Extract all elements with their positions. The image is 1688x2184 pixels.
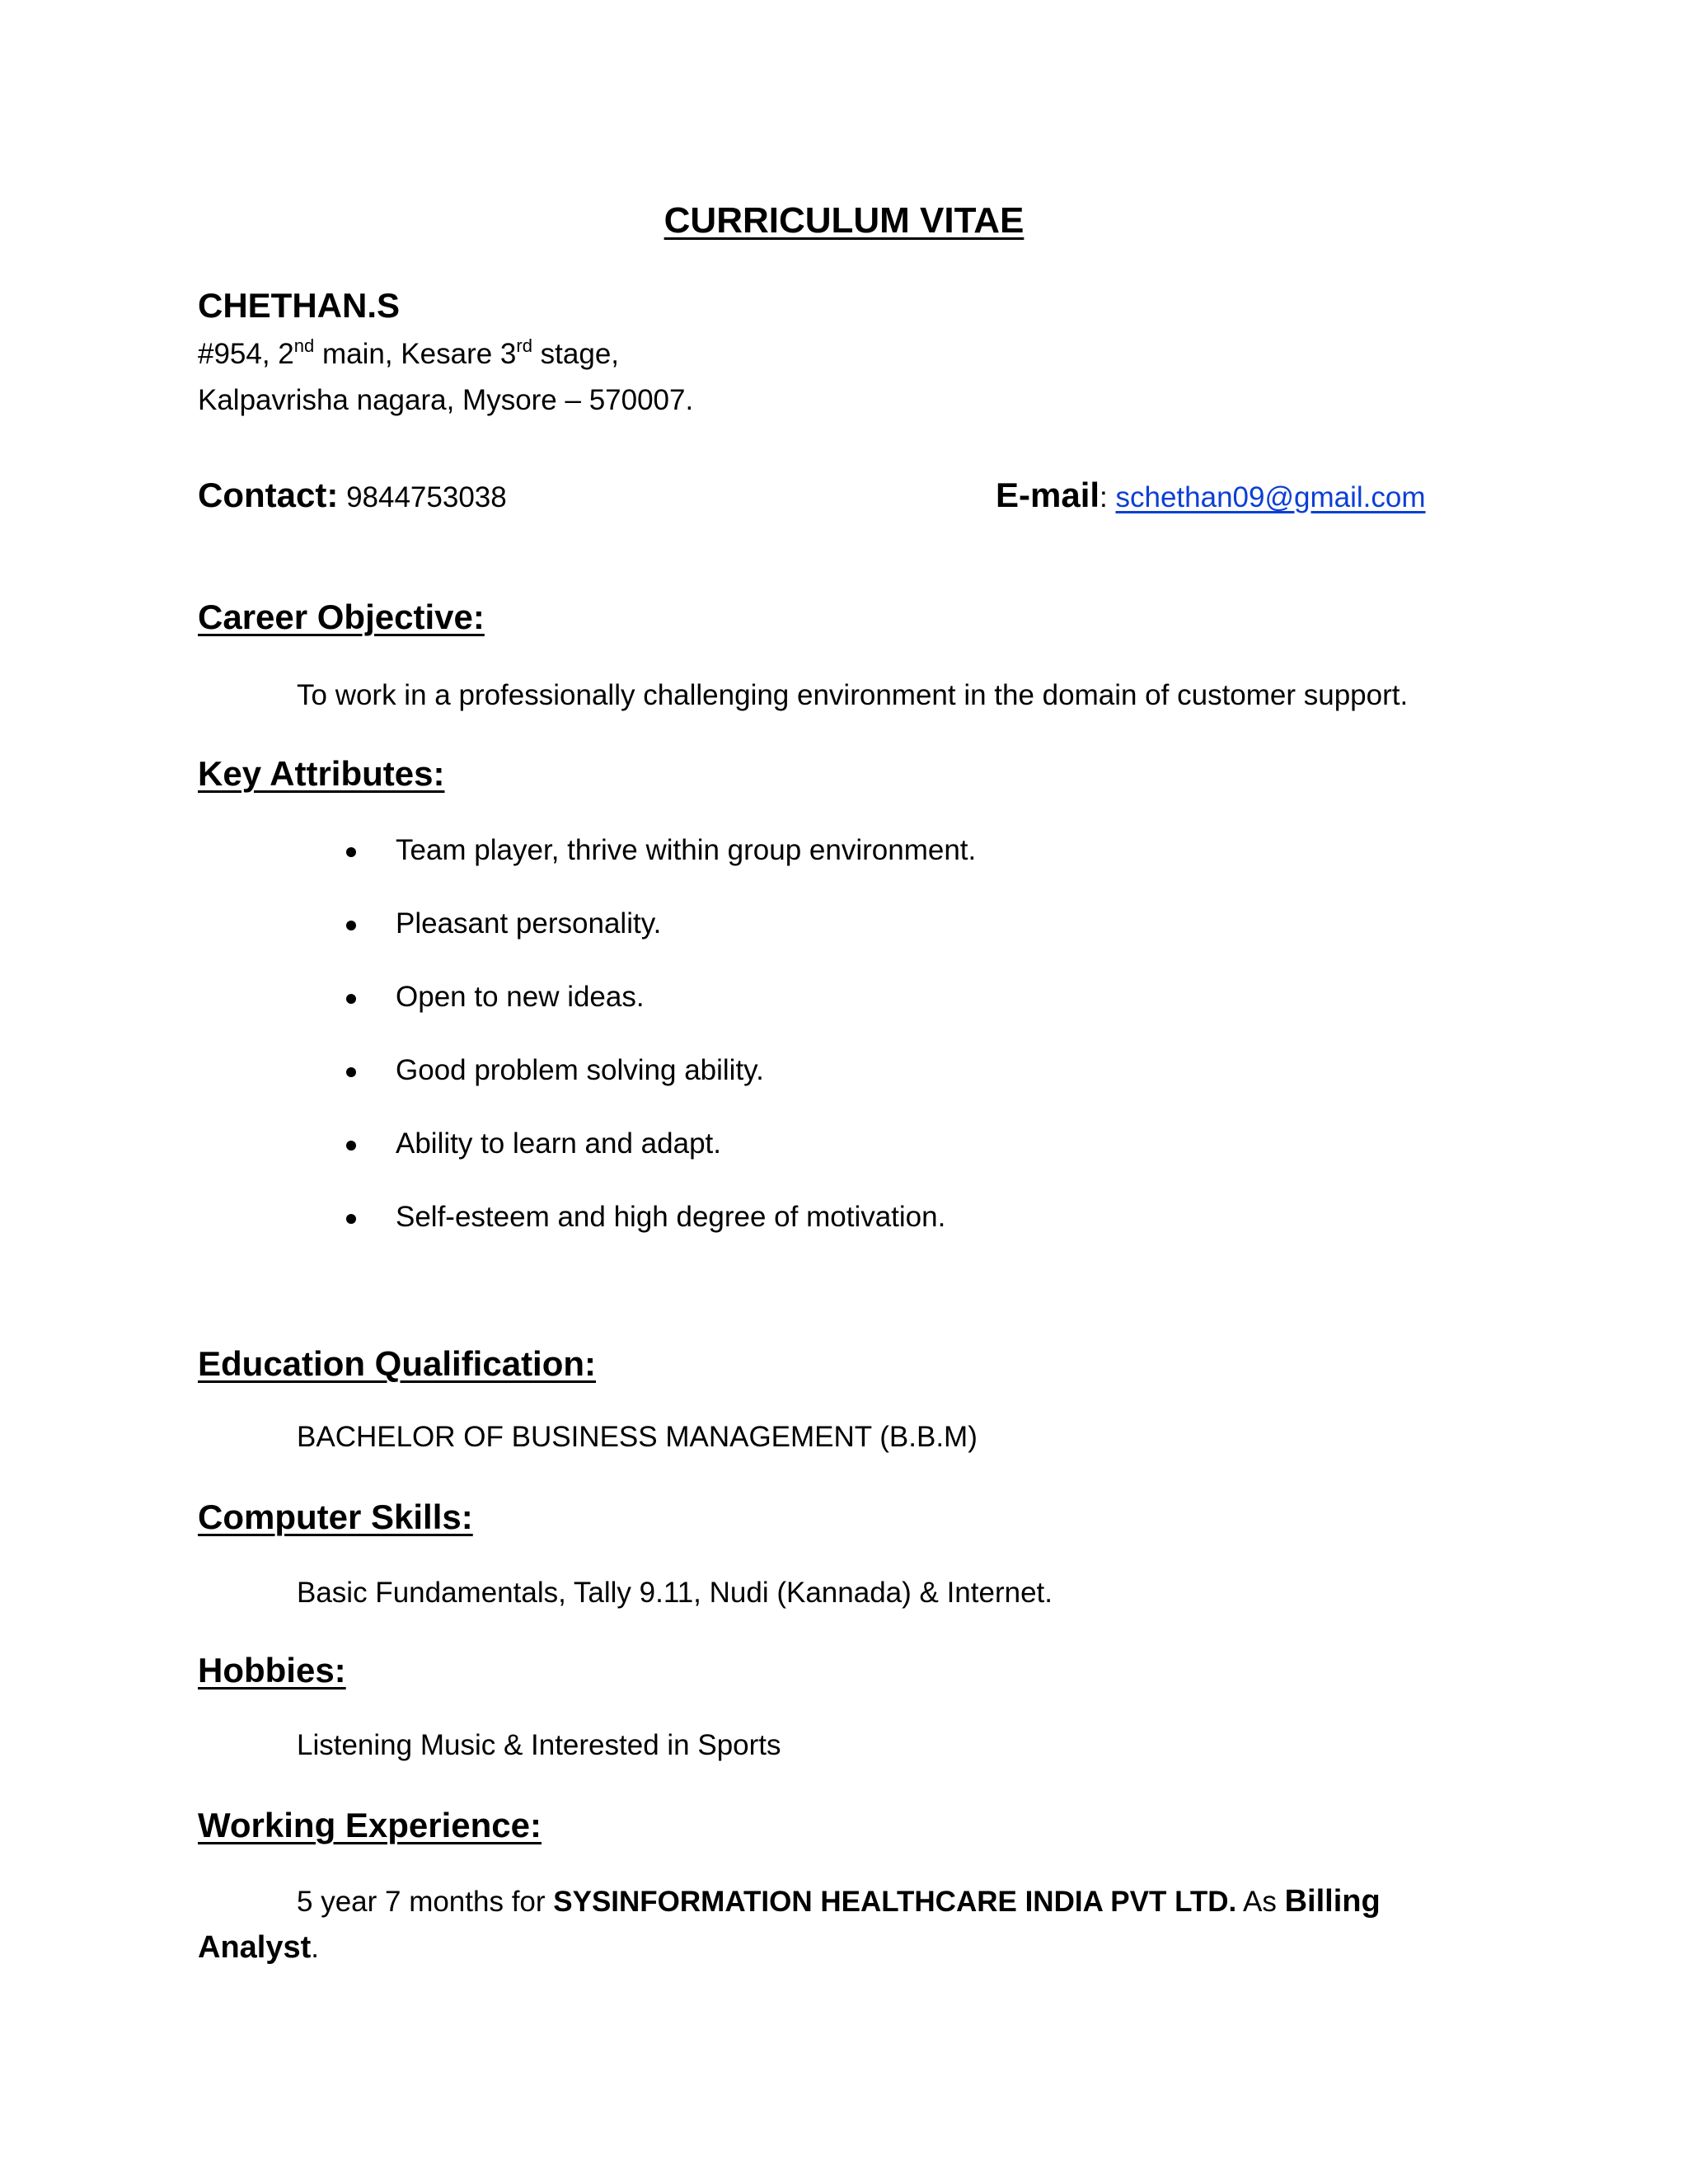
contact-label: Contact: [198,476,339,514]
education-text: BACHELOR OF BUSINESS MANAGEMENT (B.B.M) [297,1421,978,1453]
education-heading: Education Qualification: [198,1344,597,1383]
bullet-icon [346,1214,356,1224]
working-experience-line-1: 5 year 7 months for SYSINFORMATION HEALTHCARE INDIA PVT LTD. As Billing [297,1884,1381,1919]
key-attributes-heading: Key Attributes: [198,754,445,793]
working-experience-heading: Working Experience: [198,1806,542,1844]
bullet-icon [346,994,356,1004]
computer-skills-heading: Computer Skills: [198,1497,473,1536]
document-title: CURRICULUM VITAE [663,200,1025,241]
bullet-icon [346,847,356,857]
computer-skills-text: Basic Fundamentals, Tally 9.11, Nudi (Kannada) & Internet. [297,1577,1053,1609]
bullet-icon [346,921,356,930]
candidate-name: CHETHAN.S [198,286,401,325]
role-title-continued: Analyst [198,1930,312,1965]
company-name: SYSINFORMATION HEALTHCARE INDIA PVT LTD. [553,1886,1237,1918]
hobbies-heading: Hobbies: [198,1651,346,1690]
email-link[interactable]: schethan09@gmail.com [1115,481,1426,513]
contact-line [198,478,507,513]
email-line: E-mail: schethan09@gmail.com [996,476,1426,514]
career-objective-heading: Career Objective: [198,598,485,636]
email-label: E-mail [996,476,1100,514]
bullet-icon [346,1067,356,1077]
address-line-1: #954, 2nd main, Kesare 3rd stage, [198,335,620,370]
address-line-2: Kalpavrisha nagara, Mysore – 570007. [198,384,694,416]
contact-phone: 9844753038 [346,481,507,513]
career-objective-text: To work in a professionally challenging environment in the domain of customer support. [297,679,1409,711]
working-experience-line-2: Analyst. [198,1930,320,1965]
bullet-icon [346,1141,356,1151]
role-title: Billing [1284,1884,1381,1919]
hobbies-text: Listening Music & Interested in Sports [297,1729,781,1761]
